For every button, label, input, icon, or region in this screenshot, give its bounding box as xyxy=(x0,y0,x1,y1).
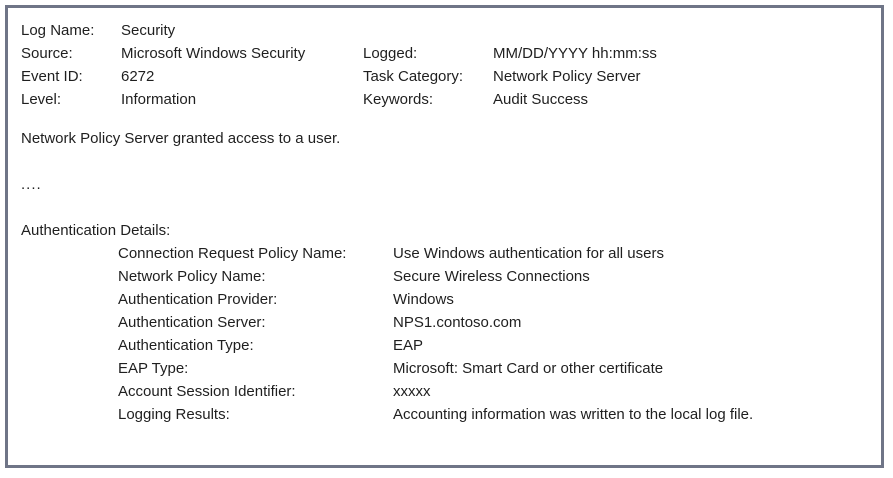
header-row-source-logged xyxy=(21,42,871,65)
detail-value: EAP xyxy=(393,337,424,354)
header-row-log-name xyxy=(21,19,871,42)
detail-value: Accounting information was written to the local log file. xyxy=(393,406,754,423)
event-header xyxy=(21,19,871,111)
detail-label: Connection Request Policy Name: xyxy=(118,245,347,262)
task-category-label: Task Category: xyxy=(363,68,464,85)
detail-row-logging-results xyxy=(21,403,871,426)
detail-value: Windows xyxy=(393,291,454,308)
detail-value: Secure Wireless Connections xyxy=(393,268,590,285)
logged-label: Logged: xyxy=(363,45,418,62)
detail-value: NPS1.contoso.com xyxy=(393,314,522,331)
detail-label: Authentication Provider: xyxy=(118,291,278,308)
header-row-eventid-taskcategory xyxy=(21,65,871,88)
detail-row-authentication-provider xyxy=(21,288,871,311)
keywords-label: Keywords: xyxy=(363,91,434,108)
detail-row-network-policy-name xyxy=(21,265,871,288)
detail-label: Logging Results: xyxy=(118,406,230,423)
header-spacer xyxy=(363,19,493,42)
detail-value: xxxxx xyxy=(393,383,431,400)
ellipsis-text: .... xyxy=(21,176,42,193)
event-description: Network Policy Server granted access to a user. xyxy=(21,130,341,147)
log-name-label: Log Name: xyxy=(21,22,95,39)
detail-label: Network Policy Name: xyxy=(118,268,266,285)
authentication-details-list xyxy=(21,242,871,426)
section-title-authentication-details: Authentication Details: xyxy=(21,222,171,239)
detail-row-authentication-server xyxy=(21,311,871,334)
detail-row-account-session-identifier xyxy=(21,380,871,403)
level-label: Level: xyxy=(21,91,62,108)
detail-label: EAP Type: xyxy=(118,360,189,377)
detail-row-eap-type xyxy=(21,357,871,380)
header-spacer xyxy=(493,19,871,42)
event-id-value: 6272 xyxy=(121,68,155,85)
detail-row-authentication-type xyxy=(21,334,871,357)
source-label: Source: xyxy=(21,45,73,62)
task-category-value: Network Policy Server xyxy=(493,68,641,85)
source-value: Microsoft Windows Security xyxy=(121,45,306,62)
detail-label: Account Session Identifier: xyxy=(118,383,296,400)
detail-row-connection-request-policy xyxy=(21,242,871,265)
detail-value: Use Windows authentication for all users xyxy=(393,245,664,262)
keywords-value: Audit Success xyxy=(493,91,589,108)
detail-value: Microsoft: Smart Card or other certificate xyxy=(393,360,664,377)
detail-label: Authentication Type: xyxy=(118,337,254,354)
level-value: Information xyxy=(121,91,197,108)
log-name-value: Security xyxy=(121,22,176,39)
logged-value: MM/DD/YYYY hh:mm:ss xyxy=(493,45,657,62)
detail-label: Authentication Server: xyxy=(118,314,266,331)
event-record-box xyxy=(5,5,884,468)
event-id-label: Event ID: xyxy=(21,68,83,85)
header-row-level-keywords xyxy=(21,88,871,111)
